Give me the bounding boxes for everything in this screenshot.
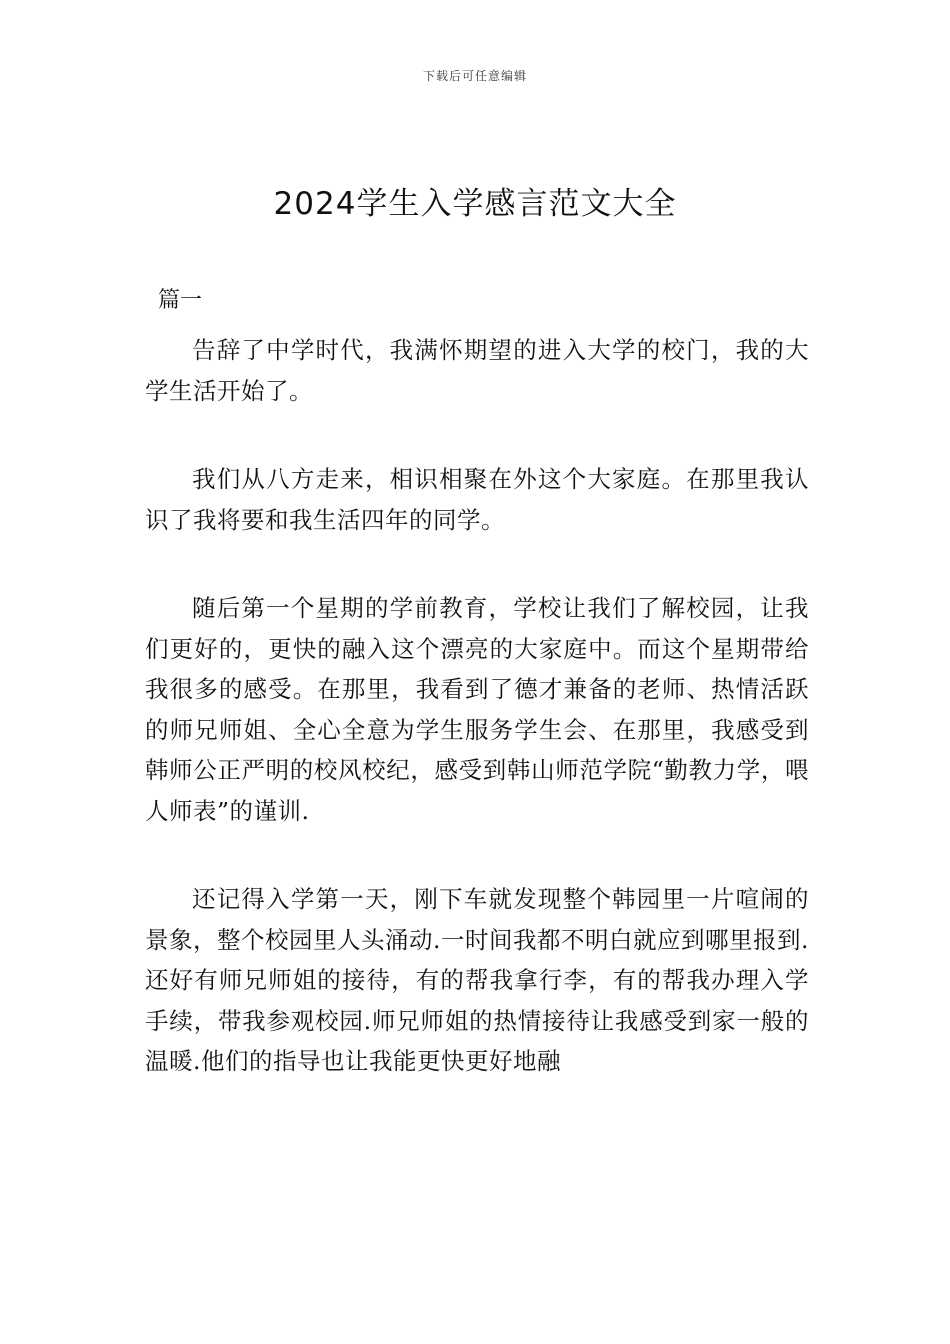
paragraph: 还记得入学第一天，刚下车就发现整个韩园里一片喧闹的景象，整个校园里人头涌动.一时间我都不明白就应到哪里报到.还好有师兄师姐的接待，有的帮我拿行李，有的帮我办理入学手续，带我参观校园.师兄师姐的热情接待让我感受到家一般的温暖.他们的指导也让我能更快更好地融 [145, 885, 809, 1075]
paragraph: 告辞了中学时代，我满怀期望的进入大学的校门，我的大学生活开始了。 [145, 336, 809, 405]
document-title: 2024学生入学感言范文大全 [273, 186, 677, 222]
body-text [145, 330, 809, 1130]
paragraph: 随后第一个星期的学前教育，学校让我们了解校园，让我们更好的，更快的融入这个漂亮的大家庭中。而这个星期带给我很多的感受。在那里，我看到了德才兼备的老师、热情活跃的师兄师姐、全心全意为学生服务学生会、在那里，我感受到韩师公正严明的校风校纪，感受到韩山师范学院“勤教力学，喂人师表”的谨训. [145, 594, 809, 825]
paragraph: 我们从八方走来，相识相聚在外这个大家庭。在那里我认识了我将要和我生活四年的同学。 [145, 465, 809, 534]
header-note: 下载后可任意编辑 [422, 69, 527, 83]
section-label: 篇一 [158, 288, 203, 313]
